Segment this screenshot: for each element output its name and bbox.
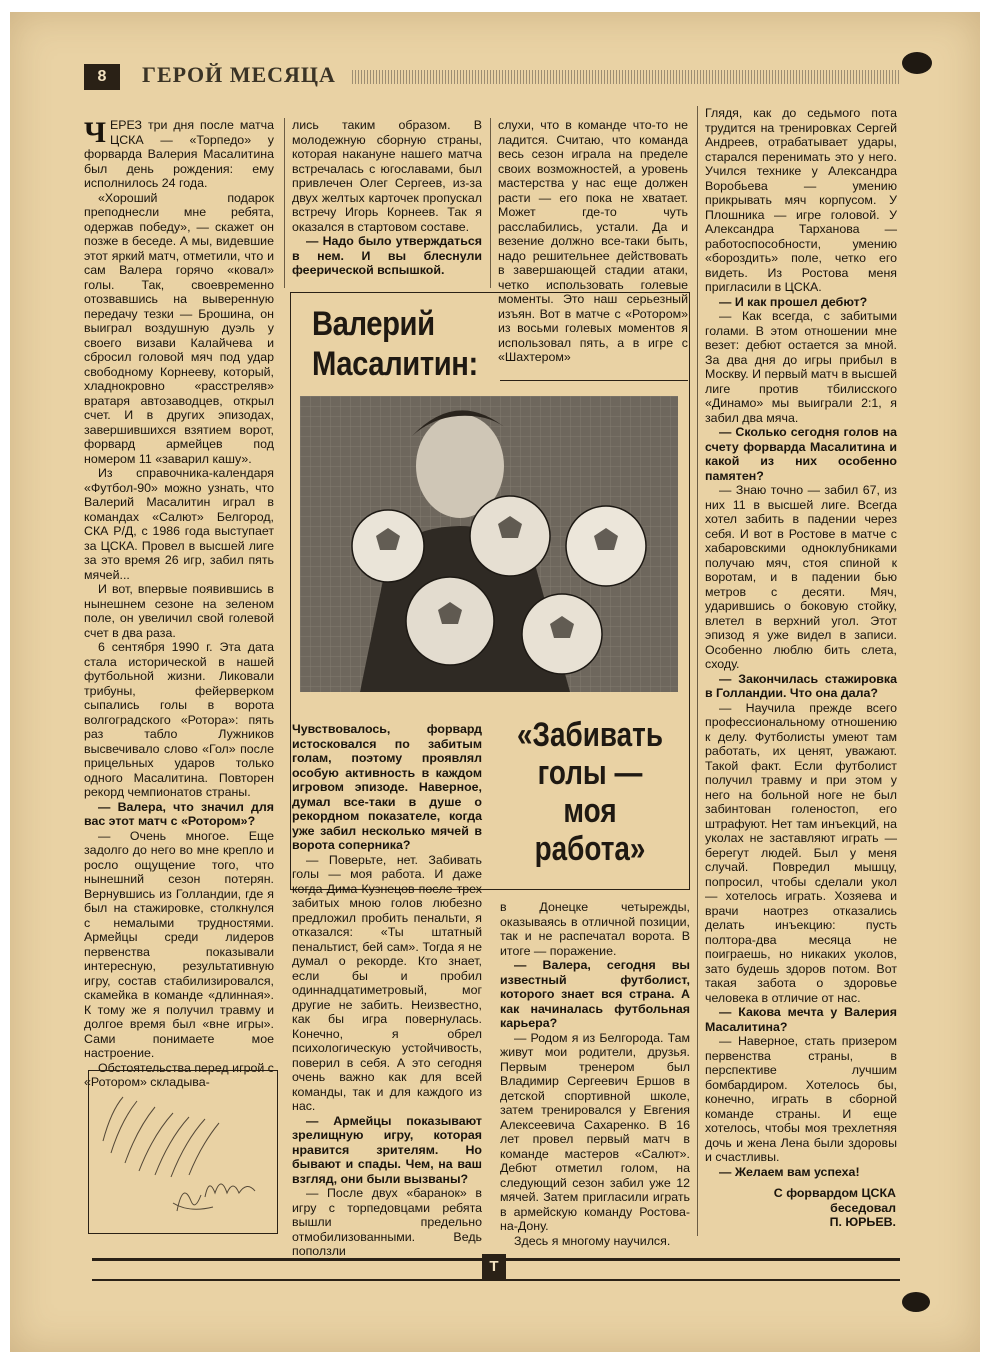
interview-question: — И как прошел дебют? bbox=[719, 294, 868, 309]
interview-question: — Закончилась стажировка в Голландии. Что она дала? bbox=[705, 671, 897, 700]
interview-question: — Валера, что значил для вас этот матч с «Ротором»? bbox=[84, 799, 274, 828]
interview-question: — Желаем вам успеха! bbox=[719, 1164, 860, 1179]
paragraph: Здесь я многому научился. bbox=[514, 1233, 671, 1248]
drop-cap: Ч bbox=[84, 116, 107, 149]
paragraph: «Хороший подарок преподнесли мне ребята, одержав победу», — скажет он позже в беседе. А мы, видевшие этот яркий матч, отметили, что и сам Валера горячо «ковал» голы. Так, своевременно отозвавшись на выверенную передачу тезки — Брошина, он выиграл воздушную дуэль у своего визави Калайчева и сбросил головой мяч под удар свободному Корнееву, который, хладнокровно «расстреляв» вратаря автозаводцев, открыл счет. И в других эпизодах, завершившихся взятием ворот, форвард армейцев под номером 11 «заварил кашу». bbox=[84, 190, 274, 466]
column-rule bbox=[284, 118, 285, 288]
paragraph: — Родом я из Белгорода. Там живут мои родители, друзья. Первым тренером был Владимир Сергеевич Ершов в детской спортивной школе, затем тренировался у Евгения Алексеевича Сахаренко. В 16 лет провел первый матч в команде мастеров «Салют». Дебют отметил голом, на следующий сезон забил уже 12 мячей. Затем пригласили играть в армейскую команду Ростова-на-Дону. bbox=[500, 1030, 690, 1233]
credit-line: С форвардом ЦСКА bbox=[773, 1186, 896, 1200]
autograph-box bbox=[88, 1070, 278, 1234]
interview-question: — Надо было утверждаться в нем. И вы блеснули феерической вспышкой. bbox=[292, 234, 482, 277]
hockey-puck-icon bbox=[902, 52, 932, 74]
interview-question: — Армейцы показывают зрелищную игру, которая нравится зрителям. Но бывают и спады. Чем, на ваш взгляд, они были вызваны? bbox=[292, 1113, 482, 1186]
paragraph: Обстоятельства перед игрой с «Ротором» складыва- bbox=[84, 1060, 274, 1089]
page-number: 8 bbox=[84, 64, 120, 90]
headline-quote: «Забивать голы — моя работа» bbox=[517, 716, 663, 868]
paragraph: в Донецке четырежды, оказываясь в отличной позиции, так и не распечатал ворота. В итоге — поражение. bbox=[500, 900, 690, 958]
player-photo bbox=[300, 396, 678, 692]
interview-question: Чувствовалось, форвард истосковался по забитым голам, поэтому проявлял особую активность в каждом игровом эпизоде. Наверное, думал все-таки в душе о рекордном показателе, когда уже забил несколько мячей в ворота соперника? bbox=[292, 722, 482, 852]
footer-logo: T bbox=[482, 1254, 506, 1280]
paragraph: — После двух «баранок» в игру с торпедовцами ребята вышли предельно отмобилизованными. Ведь поползли bbox=[292, 1186, 482, 1258]
handwritten-signature bbox=[89, 1071, 277, 1233]
paragraph: — Научила прежде всего профессиональному отношению к делу. Футболисты умеют там работать, их ценят, уважают. Такой факт. Если футболист получил травму и при этом у него на больной ноге не был забинтован голеностоп, его штрафуют. Нет там инъекций, на уколах не заставляют играть — берегут людей. Был у меня случай. Повредил мышцу, попросил, чтобы сделали укол — хотелось играть. Хозяева и врачи наотрез отказались делать инъекцию: пусть полтора-два месяца не поиграешь, но никаких уколов, зато будешь здоров потом. Вот такая забота о здоровье человека в отличие от нас. bbox=[705, 700, 897, 1005]
paragraph: — Знаю точно — забил 67, из них 11 в высшей лиге. Всегда хотел забить в падении через себя. И вот в Ростове в матче с хабаровскими одноклубниками получаю мяч, стоя спиной к воротам, и в падении бью метров с десяти. Мяч, ударившись о боковую стойку, влетел в верхний угол. Этот эпизод я уже видел в записи. Особенно люблю бить слета, сходу. bbox=[705, 483, 897, 671]
paragraph: ЕРЕЗ три дня после матча ЦСКА — «Торпедо» у форварда Валерия Масалитина был день рождения: ему исполнилось 24 года. bbox=[84, 118, 274, 190]
paragraph: — Очень многое. Еще задолго до него во мне крепло и росло ощущение того, что нынешний сезон потерян. Вернувшись из Голландии, где я был на стажировке, столкнулся с немалыми трудностями. Армейцы среди лидеров первенства показывали интересную, результативную игру, состав стабилизировался, скамейка в команде «длинная». К тому же я получил травму и долгое время был «вне игры». Сами понимаете мое настроение. bbox=[84, 828, 274, 1060]
photo-illustration bbox=[300, 396, 678, 692]
credit-line: П. ЮРЬЕВ. bbox=[829, 1215, 896, 1229]
hockey-puck-icon bbox=[902, 1292, 930, 1312]
paragraph: — Как всегда, с забитыми голами. В этом отношении мне везет: дебют остается за мной. За два дня до игры прибыл в Москву. И первый матч в высшей лиге против тбилисского «Динамо» мы выиграли 2:1, я забил два мяча. bbox=[705, 309, 897, 425]
article-column-4 bbox=[705, 106, 897, 1179]
article-column-3-bottom bbox=[500, 900, 690, 1248]
article-column-2-top bbox=[292, 118, 482, 278]
headline-rule bbox=[500, 380, 688, 381]
headline-title: Валерий Масалитин: bbox=[312, 305, 478, 383]
author-credit bbox=[740, 1186, 896, 1230]
paragraph: Из справочника-календаря «Футбол-90» можно узнать, что Валерий Масалитин играл в командах «Салют» Белгород, СКА Р/Д, с 1986 года выступает за ЦСКА. Провел в высшей лиге за это время 26 игр, забил пять мячей... bbox=[84, 466, 274, 582]
paragraph: Глядя, как до седьмого пота трудится на тренировках Сергей Андреев, отрабатывает удары, старался перенимать это у него. Учился технике у Александра Воробьева — умению прикрывать мяч корпусом. У Плошника — игре головой. У Александра Тарханова — работоспособности, умению «бороздить» поле, четко его видеть. Из Ростова меня пригласили в ЦСКА. bbox=[705, 106, 897, 294]
interview-question: — Валера, сегодня вы известный футболист, которого знает вся страна. А как начиналась футбольная карьера? bbox=[500, 958, 690, 1030]
column-rule bbox=[697, 106, 698, 1236]
paragraph: — Наверное, стать призером первенства страны, в перспективе лучшим бомбардиром. Хотелось бы, конечно, играть в сборной команде страны. И еще хотелось, чтобы моя трехлетняя дочь и жена Лена были здоровы и счастливы. bbox=[705, 1034, 897, 1164]
paragraph: — Поверьте, нет. Забивать голы — моя работа. И даже когда Дима Кузнецов после трех забитых мною голов любезно предложил пробить пенальти, я отказался: «Ты штатный пенальтист, бей сам». Тогда я не думал о рекорде. Кто знает, если бы и пробил одиннадцатиметровый, мог другие не забить. Неизвестно, как бы игра повернулась. Конечно, я обрел психологическую устойчивость, поверил в себя. А это сегодня очень важно как для всей команды, так и для каждого из нас. bbox=[292, 852, 482, 1113]
paragraph: лись таким образом. В молодежную сборную страны, которая накануне нашего матча встречалась с югославами, был привлечен Олег Сергеев, из-за двух желтых карточек пропускал встречу Игорь Корнеев. Так я оказался в стартовом составе. bbox=[292, 118, 482, 234]
column-rule bbox=[490, 118, 491, 288]
credit-line: беседовал bbox=[830, 1200, 896, 1215]
interview-question: — Какова мечта у Валерия Масалитина? bbox=[705, 1005, 897, 1034]
paragraph: 6 сентября 1990 г. Эта дата стала исторической в нашей футбольной жизни. Ликовали трибуны, фейерверком сыпались голы в ворота волгоградского «Ротора»: пять раз табло Лужников высвечивало слово «Гол» после прицельных ударов только одного Масалитина. Повторен рекорд чемпионатов страны. bbox=[84, 640, 274, 799]
header-hatch-band bbox=[352, 70, 900, 84]
rubric-title: ГЕРОЙ МЕСЯЦА bbox=[142, 62, 336, 87]
paragraph: слухи, что в команде что-то не ладится. Считаю, что команда весь сезон играла на пределе своих возможностей, а уровень мастерства у нас еще должен расти — его пока не хватает. Может где-то чуть расслабились, устали. Да и везение должно все-таки быть, надо решительнее действовать в завершающей стадии атаки, четко использовать голевые моменты. Это наш серьезный изъян. Вот в матче с «Ротором» из восьми голевых моментов я использовал пять, а в игре с «Шахтером» bbox=[498, 118, 688, 364]
article-column-1 bbox=[84, 118, 274, 1090]
paragraph: И вот, впервые появившись в нынешнем сезоне на зеленом поле, он увеличил свой голевой счет в два раза. bbox=[84, 582, 274, 640]
article-column-2-bottom bbox=[292, 722, 482, 1259]
interview-question: — Сколько сегодня голов на счету форварда Масалитина и какой из них особенно памятен? bbox=[705, 425, 897, 483]
